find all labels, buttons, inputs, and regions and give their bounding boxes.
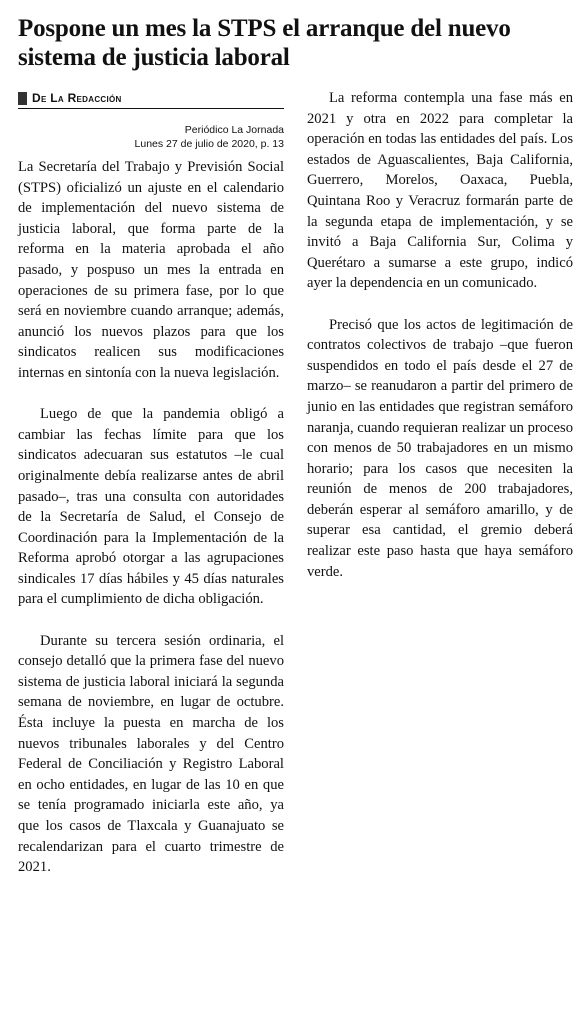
source-date: Lunes 27 de julio de 2020, p. 13: [134, 138, 284, 150]
byline-text: De La Redacción: [32, 90, 122, 105]
left-column: [18, 88, 284, 898]
article-headline: Pospone un mes la STPS el arranque del nuevo sistema de justicia laboral: [18, 15, 511, 71]
byline: [18, 88, 284, 109]
right-column: [307, 88, 573, 603]
paragraph-2: Luego de que la pandemia obligó a cambiar las fechas límite para que los sindicatos adecuaran sus estatutos –le cual originalmente debía realizarse antes de abril pasado–, tras una consulta con autoridades de la Secretaría de Salud, el Consejo de Coordinación para la Implementación de la Reforma aprobó otorgar a las agrupaciones sindicales 17 días hábiles y 45 días naturales para el cumplimiento de dicha obligación.: [18, 406, 284, 608]
paragraph-1: La Secretaría del Trabajo y Previsión Social (STPS) oficializó un ajuste en el calendario de implementación del nuevo sistema de justicia laboral, que forma parte de la reforma en la materia aprobada el año pasado, y pospuso un mes la entrada en operaciones de su primera fase, por lo que será en noviembre cuando arranque; además, anunció los nuevos plazos para que los sindicatos realicen sus modificaciones internas en sintonía con la nueva legislación.: [18, 159, 284, 381]
source-block: [18, 123, 284, 151]
source-name: Periódico La Jornada: [184, 124, 284, 136]
byline-bar-icon: [18, 92, 27, 105]
paragraph-3: Durante su tercera sesión ordinaria, el consejo detalló que la primera fase del nuevo sistema de justicia laboral iniciará la segunda semana de noviembre, en lugar de octubre. Ésta incluye la puesta en marcha de los nuevos tribunales laborales y del Centro Federal de Conciliación y Registro Laboral en ocho entidades, en lugar de las 10 en que se tenía programado iniciarla este año, ya que los casos de Tlaxcala y Guanajuato se recalendarizan para el cuarto trimestre de 2021.: [18, 632, 284, 876]
paragraph-4: La reforma contempla una fase más en 2021 y otra en 2022 para completar la operación en todas las entidades del país. Los estados de Aguascalientes, Baja California, Guerrero, Morelos, Oaxaca, Puebla, Quintana Roo y Veracruz formarán parte de la segunda etapa de implementación, y se invitó a Baja California Sur, Colima y Querétaro a sumarse a este grupo, indicó ayer la dependencia en un comunicado.: [307, 90, 573, 292]
paragraph-5: Precisó que los actos de legitimación de contratos colectivos de trabajo –que fueron suspendidos en todo el país desde el 27 de marzo– se reanudaron a partir del primero de junio en las entidades que registran semáforo naranja, cuando requieran realizar un proceso con menos de 50 trabajadores en un mismo horario; para los casos que necesiten la reunión de menos de 200 trabajadores, deberán esperar al semáforo amarillo, y de superar esa cantidad, el gremio deberá realizar este paso hasta que haya semáforo verde.: [307, 316, 573, 580]
